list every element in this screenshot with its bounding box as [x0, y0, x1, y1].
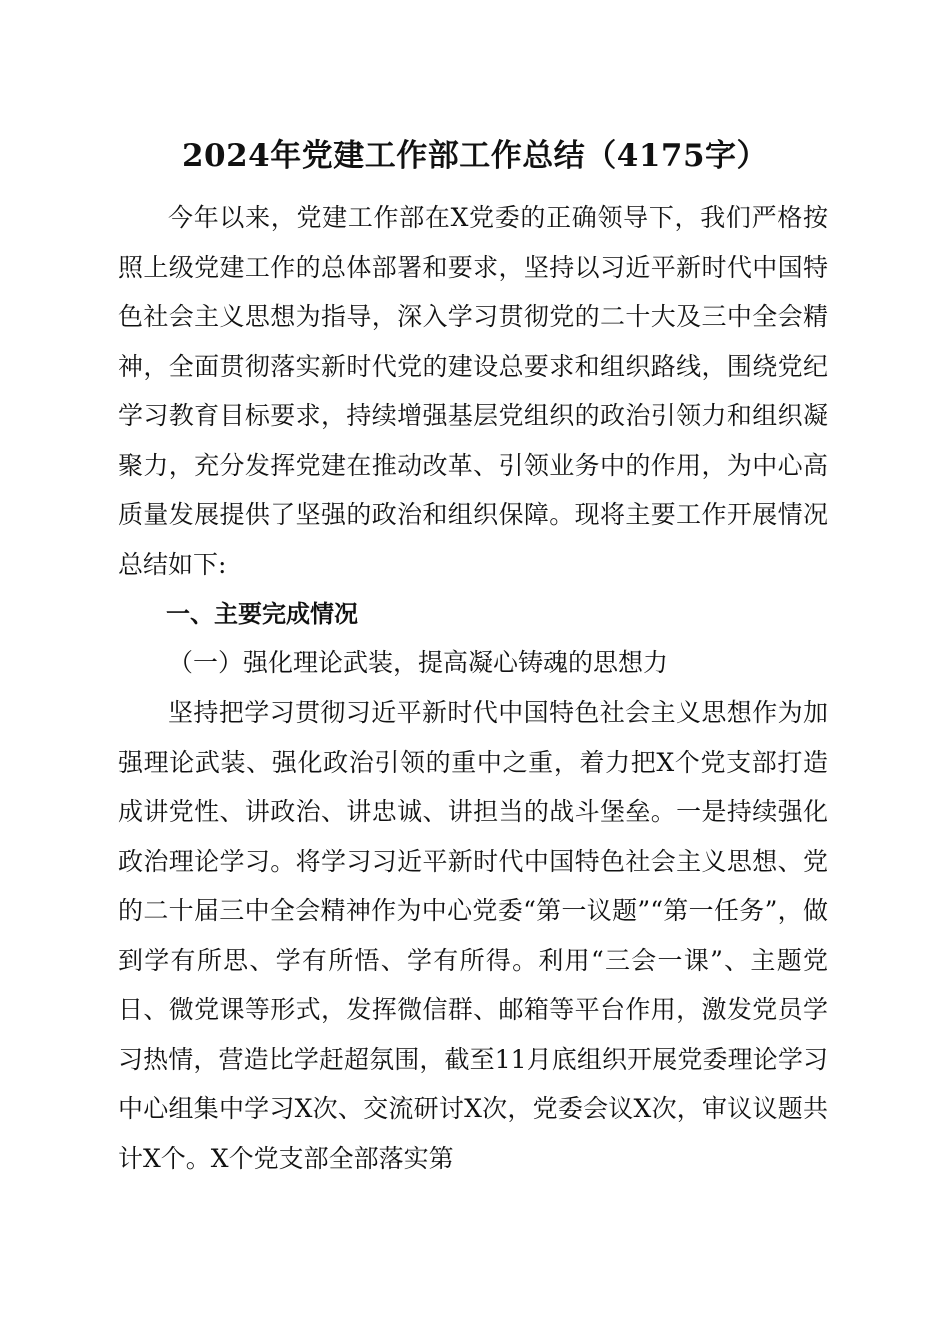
body-paragraph: 坚持把学习贯彻习近平新时代中国特色社会主义思想作为加强理论武装、强化政治引领的重中之重，着力把X个党支部打造成讲党性、讲政治、讲忠诚、讲担当的战斗堡垒。一是持续强化政治理论学习。将学习习近平新时代中国特色社会主义思想、党的二十届三中全会精神作为中心党委“第一议题”“第一任务”，做到学有所思、学有所悟、学有所得。利用“三会一课”、主题党日、微党课等形式，发挥微信群、邮箱等平台作用，激发党员学习热情，营造比学赶超氛围，截至11月底组织开展党委理论学习中心组集中学习X次、交流研讨X次，党委会议X次，审议议题共计X个。X个党支部全部落实第: [118, 698, 828, 1173]
section-heading: 一、主要完成情况: [166, 600, 358, 628]
document-title: 2024年党建工作部工作总结（4175字）: [181, 138, 769, 174]
subsection-heading: （一）强化理论武装，提高凝心铸魂的思想力: [168, 648, 669, 677]
intro-paragraph: 今年以来，党建工作部在X党委的正确领导下，我们严格按照上级党建工作的总体部署和要求，坚持以习近平新时代中国特色社会主义思想为指导，深入学习贯彻党的二十大及三中全会精神，全面贯彻落实新时代党的建设总要求和组织路线，围绕党纪学习教育目标要求，持续增强基层党组织的政治引领力和组织凝聚力，充分发挥党建在推动改革、引领业务中的作用，为中心高质量发展提供了坚强的政治和组织保障。现将主要工作开展情况总结如下:: [118, 203, 828, 579]
